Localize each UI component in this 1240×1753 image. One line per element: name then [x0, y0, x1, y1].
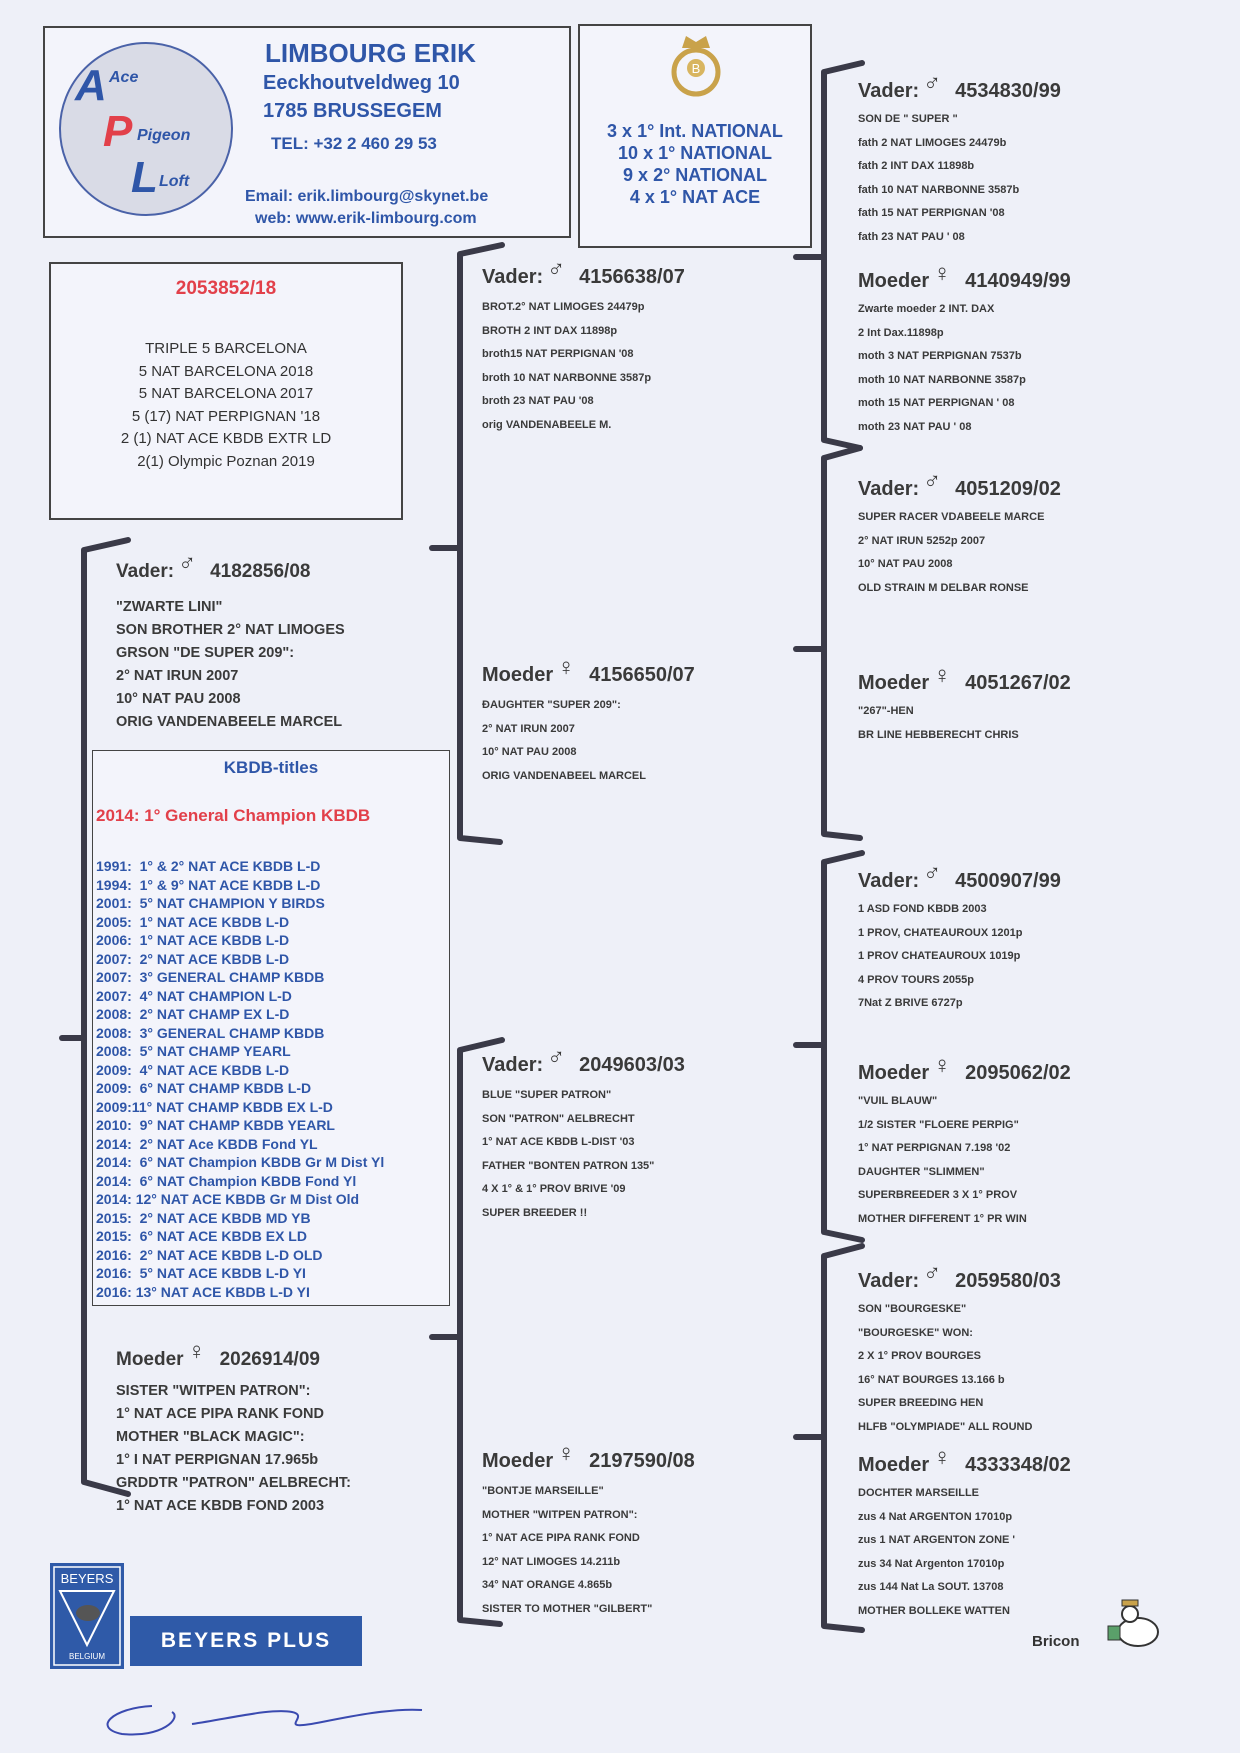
entry-line: 16° NAT BOURGES 13.166 b [858, 1373, 1005, 1386]
kbdb-title-item: 2009: 4° NAT ACE KBDB L-D [96, 1061, 290, 1078]
entry-line: ORIG VANDENABEEL MARCEL [482, 769, 646, 782]
kbdb-title-item: 2015: 6° NAT ACE KBDB EX LD [96, 1228, 307, 1244]
entry-line: fath 2 INT DAX 11898b [858, 160, 975, 172]
sire-entry [858, 860, 1061, 1016]
breeder-card [43, 26, 571, 238]
kbdb-title-item: 2007: 4° NAT CHAMPION L-D [96, 987, 292, 1004]
entry-header: Vader: ♂ 4534830/99 [858, 70, 1061, 102]
svg-text:BELGIUM: BELGIUM [68, 1652, 106, 1661]
entry-header: Moeder ♀ 4051267/02 [858, 662, 1071, 694]
ring-number: 2059580/03 [955, 1270, 1061, 1292]
svg-text:BEYERS: BEYERS [60, 1571, 114, 1586]
entry-header: Vader: ♂ 4156638/07 [482, 256, 685, 288]
kbdb-titles-list [96, 857, 384, 1301]
female-icon: ♀ [933, 662, 952, 689]
subject-card [49, 262, 403, 520]
kbdb-title-item: 2008: 3° GENERAL CHAMP KBDB [96, 1024, 325, 1041]
kbdb-title-item: 2016: 2° NAT ACE KBDB L-D OLD [96, 1246, 323, 1263]
entry-line: SON "BOURGESKE" [858, 1303, 967, 1315]
male-icon: ♂ [547, 1044, 566, 1071]
kbdb-title-item: 2008: 2° NAT CHAMP EX L-D [96, 1006, 290, 1022]
kbdb-title-item: 2007: 3° GENERAL CHAMP KBDB [96, 969, 325, 985]
female-icon: ♀ [557, 654, 576, 681]
male-icon: ♂ [547, 256, 566, 283]
bracket-gen3-3 [824, 853, 862, 1240]
bracket-gen3-2 [824, 448, 860, 838]
dam-entry [482, 654, 695, 788]
dam-entry [858, 662, 1071, 747]
achievements-list: 3 x 1° Int. NATIONAL 10 x 1° NATIONAL 9 x 2° NATIONAL 4 x 1° NAT ACE [607, 121, 783, 207]
ring-number: 2049603/03 [579, 1054, 685, 1076]
entry-line: MOTHER DIFFERENT 1° PR WIN [858, 1212, 1027, 1225]
entry-line: moth 23 NAT PAU ' 08 [858, 420, 972, 433]
entry-line: Zwarte moeder 2 INT. DAX [858, 303, 995, 315]
ring-number: 4140949/99 [965, 270, 1071, 292]
entry-line: broth 10 NAT NARBONNE 3587p [482, 371, 652, 384]
dam-entry [482, 1440, 695, 1621]
entry-line: broth 23 NAT PAU '08 [482, 395, 594, 407]
entry-line: "VUIL BLAUW" [858, 1095, 938, 1107]
entry-line: moth 15 NAT PERPIGNAN ' 08 [858, 397, 1015, 409]
breeder-phone: TEL: +32 2 460 29 53 [271, 134, 437, 153]
male-icon: ♂ [923, 1260, 942, 1287]
kbdb-titles-heading: KBDB-titles [223, 758, 319, 777]
entry-line: ÐAUGHTER "SUPER 209": [482, 699, 621, 711]
entry-line: zus 4 Nat ARGENTON 17010p [858, 1510, 1013, 1523]
kbdb-title-item: 2006: 1° NAT ACE KBDB L-D [96, 932, 290, 948]
entry-line: SISTER TO MOTHER "GILBERT" [482, 1602, 653, 1615]
entry-line: BLUE "SUPER PATRON" [482, 1089, 612, 1101]
entry-line: 10° NAT PAU 2008 [482, 746, 577, 758]
bracket-gen3-4 [824, 1246, 862, 1630]
entry-line: BROTH 2 INT DAX 11898p [482, 324, 618, 337]
ring-number: 4051267/02 [965, 672, 1071, 694]
entry-line: 7Nat Z BRIVE 6727p [858, 997, 963, 1009]
ring-number: 4333348/02 [965, 1454, 1071, 1476]
entry-line: 1° NAT ACE PIPA RANK FOND [482, 1532, 640, 1544]
breeder-street: Eeckhoutveldweg 10 [263, 72, 460, 94]
entry-header: Moeder ♀ 4140949/99 [858, 260, 1071, 292]
entry-line: moth 10 NAT NARBONNE 3587p [858, 373, 1026, 386]
achievements-card [578, 24, 812, 248]
entry-line: fath 2 NAT LIMOGES 24479b [858, 136, 1007, 149]
kbdb-title-item: 1994: 1° & 9° NAT ACE KBDB L-D [96, 876, 321, 893]
male-icon: ♂ [178, 550, 197, 577]
entry-line: fath 15 NAT PERPIGNAN '08 [858, 207, 1005, 219]
breeder-name: LIMBOURG ERIK [265, 38, 476, 68]
male-icon: ♂ [923, 860, 942, 887]
entry-header: Moeder ♀ 4156650/07 [482, 654, 695, 686]
female-icon: ♀ [933, 1444, 952, 1471]
dam-entry [858, 260, 1071, 439]
entry-header: Vader: ♂ 4051209/02 [858, 468, 1061, 500]
kbdb-crest-icon [668, 34, 724, 98]
entry-header: Vader: ♂ 2049603/03 [482, 1044, 685, 1076]
entry-header: Vader: ♂ 2059580/03 [858, 1260, 1061, 1292]
entry-line: HLFB "OLYMPIADE" ALL ROUND [858, 1420, 1033, 1433]
entry-line: zus 1 NAT ARGENTON ZONE ' [858, 1534, 1016, 1546]
entry-line: "BONTJE MARSEILLE" [482, 1485, 604, 1497]
entry-line: 1 PROV, CHATEAUROUX 1201p [858, 926, 1023, 939]
ring-number: 4156650/07 [589, 664, 695, 686]
entry-header: Moeder ♀ 2197590/08 [482, 1440, 695, 1472]
entry-line: SON DE " SUPER " [858, 113, 958, 125]
entry-line: 12° NAT LIMOGES 14.211b [482, 1555, 621, 1568]
entry-line: 1° NAT PERPIGNAN 7.198 '02 [858, 1142, 1011, 1154]
entry-line: "BOURGESKE" WON: [858, 1326, 973, 1339]
breeder-website[interactable]: web: www.erik-limbourg.com [255, 210, 477, 227]
entry-line: 2 X 1° PROV BOURGES [858, 1350, 981, 1362]
ring-number: 4534830/99 [955, 80, 1061, 102]
entry-line: fath 10 NAT NARBONNE 3587b [858, 183, 1020, 196]
kbdb-title-item: 2008: 5° NAT CHAMP YEARL [96, 1043, 291, 1059]
sire-entry: Vader: ♂ 4182856/08 "ZWARTE LINI" SON BROTHER 2° NAT LIMOGES GRSON "DE SUPER 209": 2° NAT IRUN 2007 10° NAT PAU 2008 ORIG VANDENABEELE MARCEL [116, 550, 345, 730]
subject-results: TRIPLE 5 BARCELONA 5 NAT BARCELONA 2018 5 NAT BARCELONA 2017 5 (17) NAT PERPIGNAN '18 2 (1) NAT ACE KBDB EXTR LD 2(1) Olympic Poznan 2019 [120, 340, 332, 470]
breeder-email[interactable]: Email: erik.limbourg@skynet.be [245, 188, 489, 205]
entry-line: 1 ASD FOND KBDB 2003 [858, 903, 987, 915]
kbdb-title-item: 2009: 6° NAT CHAMP KBDB L-D [96, 1080, 312, 1096]
entry-line: MOTHER BOLLEKE WATTEN [858, 1604, 1010, 1617]
kbdb-title-item: 2010: 9° NAT CHAMP KBDB YEARL [96, 1117, 335, 1133]
entry-line: 2° NAT IRUN 5252p 2007 [858, 534, 986, 547]
entry-line: 10° NAT PAU 2008 [858, 558, 953, 570]
female-icon: ♀ [187, 1338, 206, 1365]
entry-line: 4 PROV TOURS 2055p [858, 973, 974, 986]
subject-ring: 2053852/18 [175, 278, 277, 299]
bricon-label: Bricon [1032, 1633, 1080, 1650]
ring-number: 2095062/02 [965, 1062, 1071, 1084]
svg-text:B: B [691, 61, 701, 76]
sire-entry [482, 256, 685, 437]
entry-header: Moeder ♀ 2026914/09 [116, 1338, 320, 1370]
entry-line: 1/2 SISTER "FLOERE PERPIG" [858, 1118, 1019, 1131]
entry-line: SON "PATRON" AELBRECHT [482, 1112, 635, 1125]
entry-line: broth15 NAT PERPIGNAN '08 [482, 348, 634, 360]
dam-entry: Moeder ♀ 2026914/09 SISTER "WITPEN PATRON": 1° NAT ACE PIPA RANK FOND MOTHER "BLACK MAGIC": 1° I NAT PERPIGNAN 17.965b GRDDTR "PATRON" AELBRECHT: 1° NAT ACE KBDB FOND 2003 [116, 1338, 351, 1514]
kbdb-title-item: 2015: 2° NAT ACE KBDB MD YB [96, 1209, 311, 1226]
entry-line: orig VANDENABEELE M. [482, 418, 612, 431]
entry-header: Moeder ♀ 4333348/02 [858, 1444, 1071, 1476]
kbdb-title-item: 2001: 5° NAT CHAMPION Y BIRDS [96, 895, 325, 911]
kbdb-title-item: 2016: 13° NAT ACE KBDB L-D YI [96, 1283, 310, 1300]
female-icon: ♀ [933, 260, 952, 287]
beyers-plus-banner: BEYERS PLUS [130, 1616, 362, 1666]
entry-line: BROT.2° NAT LIMOGES 24479p [482, 301, 645, 313]
dam-entry [858, 1444, 1071, 1623]
breeder-city: 1785 BRUSSEGEM [263, 100, 442, 122]
entry-line: OLD STRAIN M DELBAR RONSE [858, 581, 1029, 594]
signature [92, 1698, 432, 1753]
male-icon: ♂ [923, 468, 942, 495]
kbdb-title-item: 2014: 2° NAT Ace KBDB Fond YL [96, 1135, 318, 1152]
sire-entry [482, 1044, 685, 1225]
entry-header: Vader: ♂ 4182856/08 [116, 550, 311, 582]
entry-line: DAUGHTER "SLIMMEN" [858, 1165, 985, 1178]
kbdb-title-item: 2009:11° NAT CHAMP KBDB EX L-D [96, 1098, 333, 1115]
entry-line: SUPER BREEDING HEN [858, 1397, 984, 1409]
kbdb-title-item: 2016: 5° NAT ACE KBDB L-D YI [96, 1265, 306, 1281]
entry-line: BR LINE HEBBERECHT CHRIS [858, 728, 1019, 741]
male-icon: ♂ [923, 70, 942, 97]
sire-entry [858, 1260, 1061, 1439]
kbdb-title-item: 2014: 12° NAT ACE KBDB Gr M Dist Old [96, 1191, 360, 1207]
dam-entry [858, 1052, 1071, 1231]
entry-line: MOTHER "WITPEN PATRON": [482, 1508, 638, 1521]
entry-line: SUPERBREEDER 3 X 1° PROV [858, 1189, 1018, 1201]
kbdb-title-item: 2005: 1° NAT ACE KBDB L-D [96, 913, 290, 930]
kbdb-title-item: 2014: 6° NAT Champion KBDB Gr M Dist Yl [96, 1154, 385, 1170]
beyers-logo [50, 1563, 124, 1669]
female-icon: ♀ [557, 1440, 576, 1467]
female-icon: ♀ [933, 1052, 952, 1079]
kbdb-title-item: 1991: 1° & 2° NAT ACE KBDB L-D [96, 858, 321, 874]
entry-line: 1 PROV CHATEAUROUX 1019p [858, 950, 1021, 962]
entry-line: moth 3 NAT PERPIGNAN 7537b [858, 350, 1022, 362]
kbdb-highlight: 2014: 1° General Champion KBDB [96, 806, 371, 825]
entry-line: FATHER "BONTEN PATRON 135" [482, 1159, 655, 1172]
entry-line: SUPER RACER VDABEELE MARCE [858, 511, 1045, 523]
bricon-pigeon-icon [1104, 1592, 1168, 1657]
ring-number: 2197590/08 [589, 1450, 695, 1472]
kbdb-titles-card [92, 750, 450, 1306]
entry-line: 34° NAT ORANGE 4.865b [482, 1579, 613, 1591]
entry-line: zus 144 Nat La SOUT. 13708 [858, 1581, 1004, 1593]
entry-line: 1° NAT ACE KBDB L-DIST '03 [482, 1136, 635, 1148]
kbdb-title-item: 2007: 2° NAT ACE KBDB L-D [96, 950, 290, 967]
entry-header: Moeder ♀ 2095062/02 [858, 1052, 1071, 1084]
entry-line: 4 X 1° & 1° PROV BRIVE '09 [482, 1183, 626, 1195]
kbdb-title-item: 2014: 6° NAT Champion KBDB Fond Yl [96, 1172, 357, 1189]
entry-header: Vader: ♂ 4500907/99 [858, 860, 1061, 892]
entry-line: 2 Int Dax.11898p [858, 326, 944, 339]
sire-entry [858, 70, 1061, 249]
ring-number: 4051209/02 [955, 478, 1061, 500]
entry-line: SUPER BREEDER !! [482, 1206, 588, 1219]
bracket-gen3-1 [824, 63, 862, 448]
entry-line: DOCHTER MARSEILLE [858, 1487, 979, 1499]
entry-line: "267"-HEN [858, 705, 914, 717]
entry-line: zus 34 Nat Argenton 17010p [858, 1557, 1005, 1570]
sire-entry [858, 468, 1061, 600]
entry-line: 2° NAT IRUN 2007 [482, 722, 575, 735]
ring-number: 4500907/99 [955, 870, 1061, 892]
entry-line: fath 23 NAT PAU ' 08 [858, 230, 965, 243]
ring-number: 4156638/07 [579, 266, 685, 288]
ace-pigeon-loft-logo: A Ace P Pigeon L Loft [59, 42, 233, 216]
